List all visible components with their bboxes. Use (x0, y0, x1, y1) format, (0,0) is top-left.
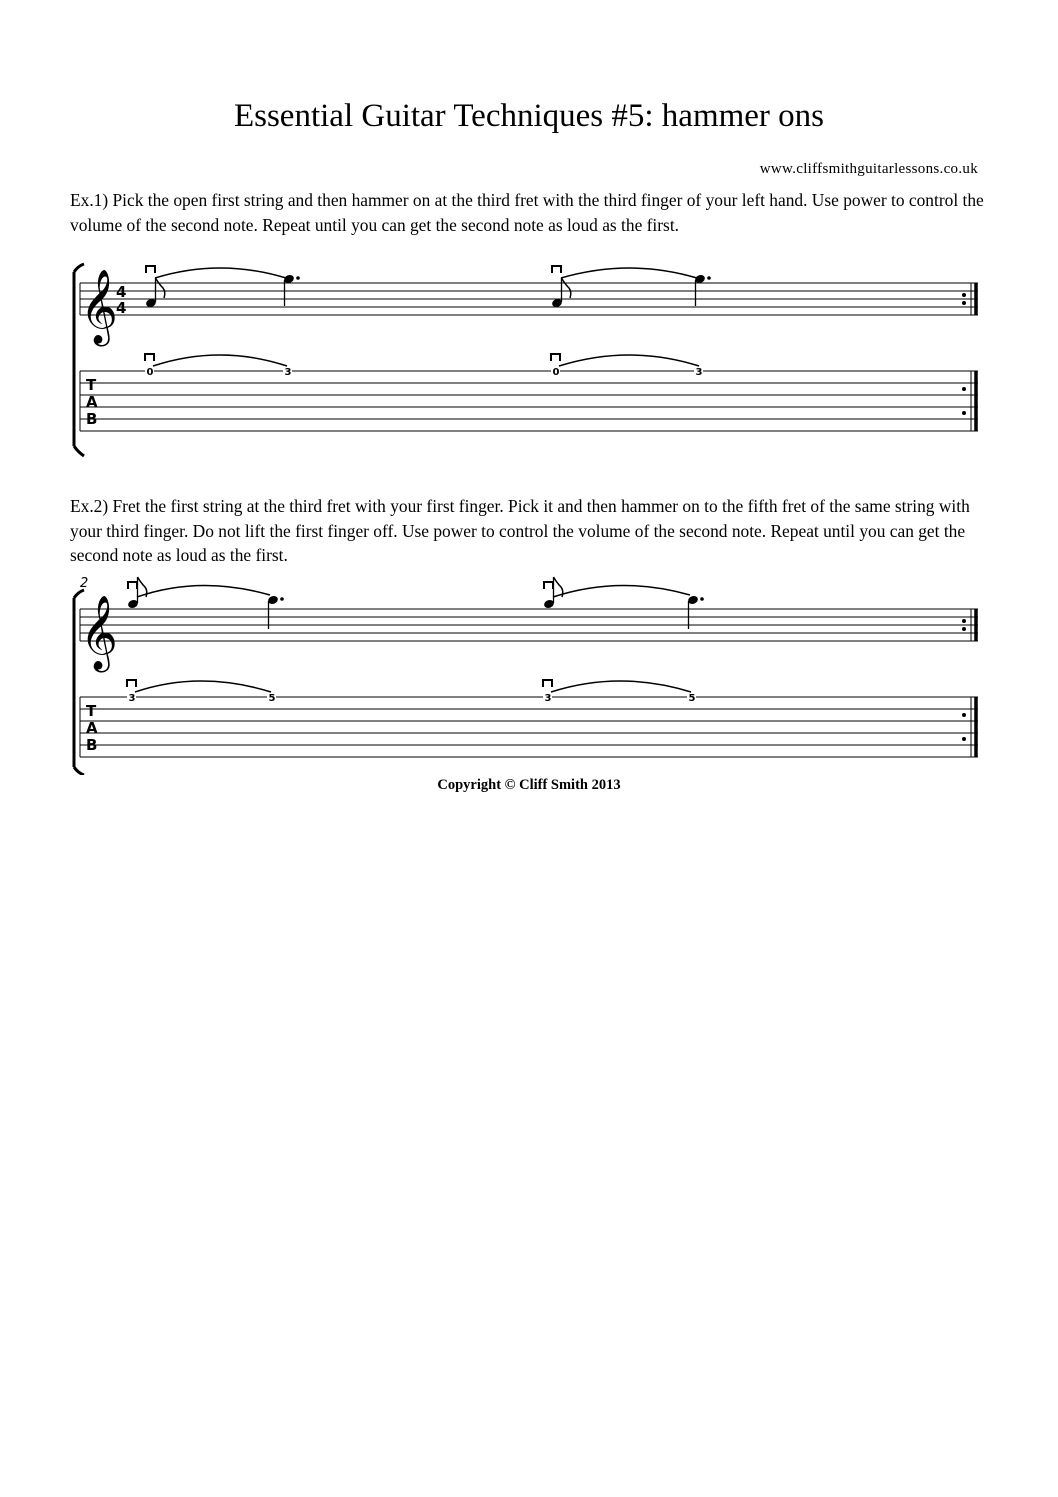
note-2-dotted-quarter (267, 595, 284, 629)
tab-label-b: B (86, 736, 98, 754)
tab-label-a: A (86, 393, 98, 411)
tab-slur-2 (551, 681, 691, 692)
treble-clef-icon: 𝄞 (80, 270, 118, 344)
tab-fret: 3 (695, 367, 703, 378)
time-signature-bottom: 4 (116, 299, 127, 317)
downstroke-icon (145, 354, 154, 361)
website-url: www.cliffsmithguitarlessons.co.uk (759, 161, 978, 177)
tab-slur-1 (153, 355, 287, 366)
exercise-1-instructions: Ex.1) Pick the open first string and then hammer on at the third fret with the third finger of your left hand. Use power to control the volume of the second note. Repeat until you can get the second note as loud as the first. (70, 190, 984, 235)
tab-staff (80, 371, 978, 431)
downstroke-icon (128, 582, 137, 589)
tab-fret: 5 (688, 693, 696, 704)
downstroke-icon (552, 266, 561, 273)
note-4-dotted-quarter (694, 274, 711, 306)
tab-slur-2 (559, 355, 699, 366)
tab-label-t: T (86, 702, 97, 720)
note-4-dotted-quarter (687, 595, 704, 629)
standard-staff (80, 609, 978, 641)
slur-1 (137, 585, 270, 597)
downstroke-icon (544, 582, 553, 589)
tab-repeat-barline (962, 697, 976, 757)
tab-slur-1 (135, 681, 271, 692)
measure-number: 2 (80, 576, 89, 591)
tab-fret: 5 (268, 693, 276, 704)
exercise-2-instructions: Ex.2) Fret the first string at the third fret with your first finger. Pick it and then hammer on to the fifth fret of the same string with your third finger. Do not lift the first finger off. Use power to control the volume of the second note. Repeat until you can get the second note as loud as the first. (70, 496, 970, 565)
tab-label-t: T (86, 376, 97, 394)
tab-fret: 0 (552, 367, 560, 378)
tab-fret: 0 (146, 367, 154, 378)
tab-repeat-barline (962, 371, 976, 431)
treble-clef-icon: 𝄞 (80, 596, 118, 670)
slur-2 (553, 585, 690, 597)
exercise-2-system (60, 575, 1000, 775)
tab-label-b: B (86, 410, 98, 428)
tab-fret: 3 (544, 693, 552, 704)
tab-fret: 3 (284, 367, 292, 378)
downstroke-icon (543, 680, 552, 687)
time-signature-top: 4 (116, 283, 127, 301)
exercise-1-system (60, 262, 1000, 462)
slur-2 (561, 268, 697, 278)
downstroke-icon (551, 354, 560, 361)
tab-label-a: A (86, 719, 98, 737)
tab-staff (80, 697, 978, 757)
note-2-dotted-quarter (283, 274, 300, 306)
copyright: Copyright © Cliff Smith 2013 (437, 777, 621, 793)
downstroke-icon (127, 680, 136, 687)
standard-staff (80, 283, 978, 315)
downstroke-icon (146, 266, 155, 273)
slur-1 (155, 268, 286, 278)
page-title: Essential Guitar Techniques #5: hammer ons (233, 98, 825, 134)
tab-fret: 3 (128, 693, 136, 704)
